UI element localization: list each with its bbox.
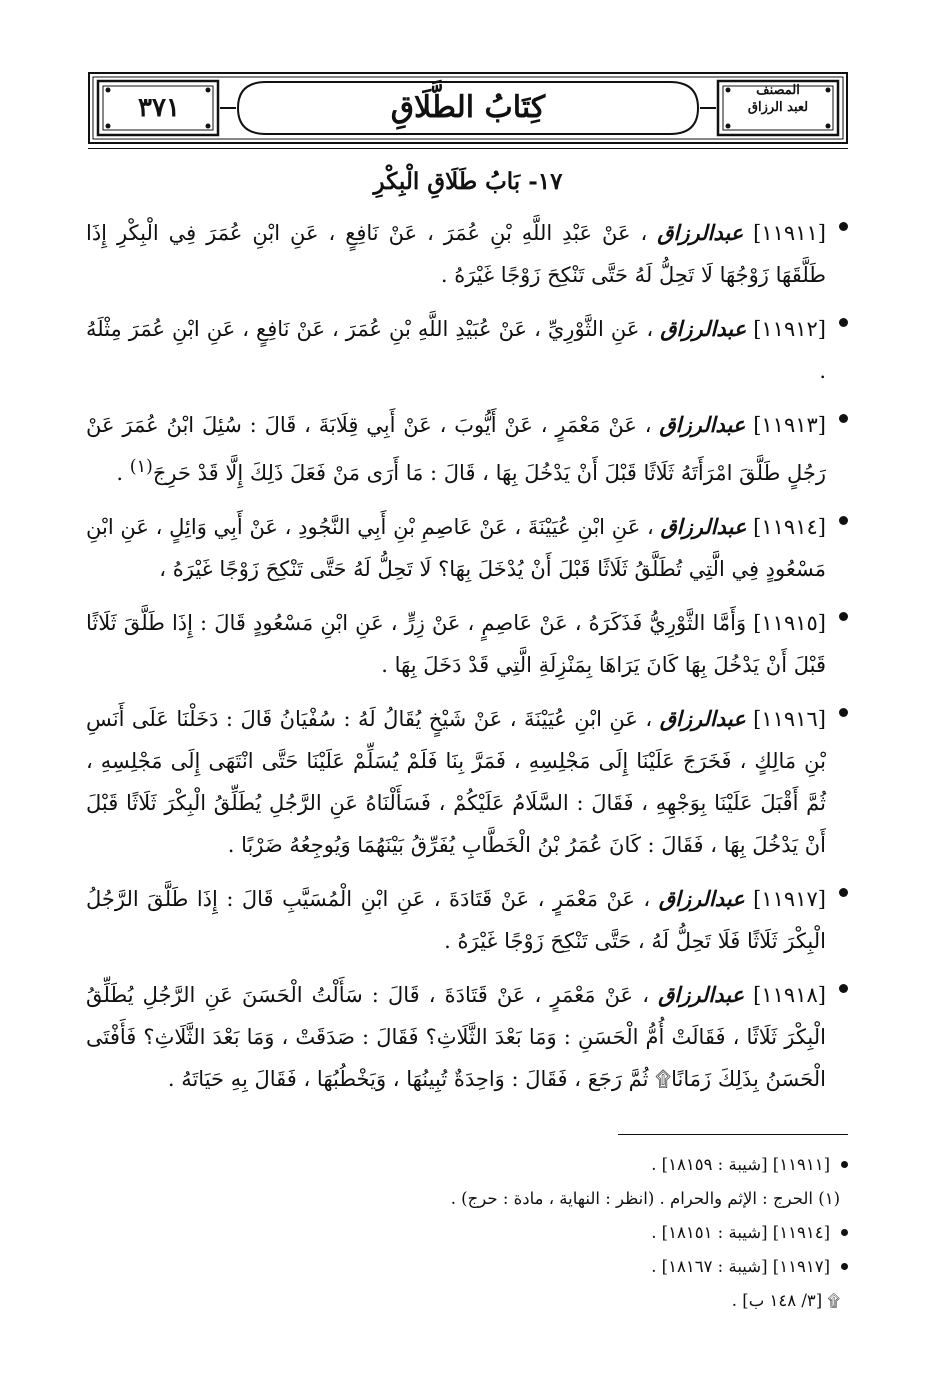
hadith-number: [١١٩١٦] bbox=[753, 707, 826, 731]
emblem-line-2: لعبد الرزاق bbox=[747, 100, 809, 115]
hadith-narrator: عبدالرزاق bbox=[660, 316, 747, 341]
footnote-reference: (١) bbox=[129, 457, 153, 477]
hadith-narrator: عبدالرزاق bbox=[658, 886, 745, 911]
bullet-icon bbox=[841, 1263, 848, 1270]
footnote-divider bbox=[618, 1134, 848, 1135]
hadith-text: ، عَنْ مَعْمَرٍ ، عَنْ قَتَادَةَ ، قَالَ : سَأَلْتُ الْحَسَنَ عَنِ الرَّجُلِ يُطَلِّقُ الْبِكْرَ ثَلَاثًا ، فَقَالَتْ أُمُّ الْحَسَنِ : وَمَا بَعْدَ الثَّلَاثِ؟ فَقَالَ : صَدَقَتْ ، وَمَا بَعْدَ الثَّلَاثِ؟ فَأَفْتَى الْحَسَنُ بِذَلِكَ زَمَانًا bbox=[86, 983, 826, 1091]
page-header bbox=[88, 72, 848, 144]
hadith-text: ، عَنْ مَعْمَرٍ ، عَنْ قَتَادَةَ ، عَنِ ابْنِ الْمُسَيَّبِ قَالَ : إِذَا طَلَّقَ الرَّجُلُ الْبِكْرَ ثَلَاثًا فَلَا تَحِلُّ لَهُ ، حَتَّى تَنْكِحَ زَوْجًا غَيْرَهُ . bbox=[86, 887, 826, 953]
musannaf-emblem bbox=[728, 82, 828, 134]
bullet-icon bbox=[841, 1229, 848, 1236]
hadith-text: ، عَنْ عَبْدِ اللَّهِ بْنِ عُمَرَ ، عَنْ نَافِعٍ ، عَنِ ابْنِ عُمَرَ فِي الْبِكْرِ إِذَا طَلَّقَهَا زَوْجُهَا لَا تَحِلُّ لَهُ حَتَّى تَنْكِحَ زَوْجًا غَيْرَهُ . bbox=[86, 221, 826, 287]
bullet-icon bbox=[839, 708, 848, 717]
footnote-source bbox=[86, 1250, 848, 1284]
bullet-icon bbox=[839, 414, 848, 423]
footnote-source bbox=[86, 1216, 848, 1250]
header-rule bbox=[88, 148, 848, 149]
manuscript-marker: ۩ bbox=[655, 1067, 672, 1091]
footnote-text: [١١٩١٤] [شيبة : ١٨١٥١] . bbox=[651, 1223, 830, 1242]
hadith-number: [١١٩١٥] bbox=[753, 611, 826, 635]
hadith-entry bbox=[86, 698, 848, 866]
hadith-number: [١١٩١٣] bbox=[753, 413, 826, 437]
bullet-icon bbox=[839, 888, 848, 897]
hadith-entry bbox=[86, 404, 848, 494]
footnote-explanation bbox=[86, 1182, 848, 1216]
hadith-narrator: عبدالرزاق bbox=[659, 412, 746, 437]
bullet-icon bbox=[839, 516, 848, 525]
bullet-icon bbox=[839, 612, 848, 621]
hadith-text-end: ثُمَّ رَجَعَ ، فَقَالَ : وَاحِدَةٌ تُبِينُهَا ، وَيَخْطُبُهَا ، فَقَالَ بِهِ حَيَاتَهُ . bbox=[167, 1067, 656, 1091]
page-number: ٣٧١ bbox=[138, 93, 180, 123]
footnote-text: [١١٩١٧] [شيبة : ١٨١٦٧] . bbox=[651, 1257, 830, 1276]
hadith-number: [١١٩١١] bbox=[753, 221, 826, 245]
hadith-number: [١١٩١٢] bbox=[753, 317, 826, 341]
book-title: كِتَابُ الطَّلَاقِ bbox=[390, 90, 546, 125]
hadith-entry bbox=[86, 506, 848, 590]
bullet-icon bbox=[839, 984, 848, 993]
footnote-text: ۩ [٣/ ١٤٨ ب] . bbox=[731, 1291, 840, 1310]
bullet-icon bbox=[841, 1161, 848, 1168]
hadith-number: [١١٩١٧] bbox=[753, 887, 826, 911]
hadith-narrator: عبدالرزاق bbox=[660, 514, 747, 539]
chapter-heading: ١٧- بَابُ طَلَاقِ الْبِكْرِ bbox=[373, 168, 563, 195]
hadith-text: وَأَمَّا الثَّوْرِيُّ فَذَكَرَهُ ، عَنْ عَاصِمٍ ، عَنْ زِرٍّ ، عَنِ ابْنِ مَسْعُودٍ قَالَ : إِذَا طَلَّقَ ثَلَاثًا قَبْلَ أَنْ يَدْخُلَ بِهَا كَانَ يَرَاهَا بِمَنْزِلَةِ الَّتِي قَدْ دَخَلَ بِهَا . bbox=[86, 611, 826, 677]
emblem-line-1: المصنف bbox=[756, 83, 800, 98]
hadith-text-end: . bbox=[116, 461, 130, 485]
hadith-narrator: عبدالرزاق bbox=[659, 706, 746, 731]
footnote-text: (١) الحرج : الإثم والحرام . (انظر : النهاية ، مادة : حرج) . bbox=[450, 1189, 840, 1208]
bullet-icon bbox=[839, 318, 848, 327]
hadith-entry bbox=[86, 212, 848, 296]
hadith-number: [١١٩١٤] bbox=[753, 515, 826, 539]
bullet-icon bbox=[839, 222, 848, 231]
hadith-narrator: عبدالرزاق bbox=[657, 220, 744, 245]
hadith-narrator: عبدالرزاق bbox=[658, 982, 745, 1007]
hadith-text: ، عَنِ ابْنِ عُيَيْنَةَ ، عَنْ عَاصِمِ بْنِ أَبِي النَّجُودِ ، عَنْ أَبِي وَائِلٍ ، عَنِ ابْنِ مَسْعُودٍ فِي الَّتِي تُطَلَّقُ ثَلَاثًا قَبْلَ أَنْ يُدْخَلَ بِهَا؟ لَا تَحِلُّ لَهُ حَتَّى تَنْكِحَ زَوْجًا غَيْرَهُ ، bbox=[86, 515, 826, 581]
hadith-text: ، عَنْ مَعْمَرٍ ، عَنْ أَيُّوبَ ، عَنْ أَبِي قِلَابَةَ ، قَالَ : سُئِلَ ابْنُ عُمَرَ عَنْ رَجُلٍ طَلَّقَ امْرَأَتَهُ ثَلَاثًا قَبْلَ أَنْ يَدْخُلَ بِهَا ، قَالَ : مَا أَرَى مَنْ فَعَلَ ذَلِكَ إِلَّا قَدْ حَرِجَ bbox=[86, 413, 826, 485]
hadith-text: ، عَنِ الثَّوْرِيِّ ، عَنْ عُبَيْدِ اللَّهِ بْنِ عُمَرَ ، عَنْ نَافِعٍ ، عَنِ ابْنِ عُمَرَ مِثْلَهُ . bbox=[86, 317, 826, 383]
hadith-number: [١١٩١٨] bbox=[753, 983, 826, 1007]
hadith-entry bbox=[86, 878, 848, 962]
hadith-entry bbox=[86, 308, 848, 392]
hadith-entry bbox=[86, 602, 848, 686]
footnotes bbox=[86, 1148, 848, 1318]
footnote-source bbox=[86, 1148, 848, 1182]
hadith-text: ، عَنِ ابْنِ عُيَيْنَةَ ، عَنْ شَيْخٍ يُقَالُ لَهُ : سُفْيَانُ قَالَ : دَخَلْنَا عَلَى أَنَسِ بْنِ مَالِكٍ ، فَخَرَجَ عَلَيْنَا إِلَى مَجْلِسِهِ ، فَمَرَّ بِنَا فَلَمْ يُسَلِّمْ عَلَيْنَا حَتَّى انْتَهَى إِلَى مَجْلِسِهِ ، ثُمَّ أَقْبَلَ عَلَيْنَا بِوَجْهِهِ ، فَقَالَ : السَّلَامُ عَلَيْكُمْ ، فَسَأَلْنَاهُ عَنِ الرَّجُلِ يُطَلِّقُ الْبِكْرَ ثَلَاثًا قَبْلَ أَنْ يَدْخُلَ بِهَا ، فَقَالَ : كَانَ عُمَرُ بْنُ الْخَطَّابِ يُفَرِّقُ بَيْنَهُمَا وَيُوجِعُهُ ضَرْبًا . bbox=[86, 707, 826, 857]
hadith-entry bbox=[86, 974, 848, 1100]
hadith-list bbox=[86, 212, 848, 1112]
footnote-text: [١١٩١١] [شيبة : ١٨١٥٩] . bbox=[651, 1155, 830, 1174]
footnote-manuscript-ref bbox=[86, 1284, 848, 1318]
